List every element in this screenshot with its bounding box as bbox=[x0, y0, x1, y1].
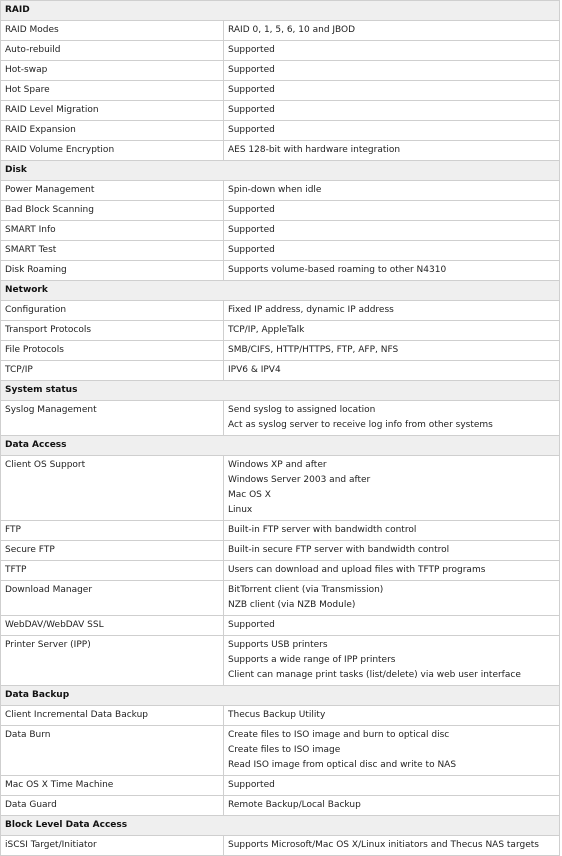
feature-label: iSCSI Target/Initiator bbox=[1, 836, 224, 856]
section-header-row bbox=[1, 686, 560, 706]
feature-value-cell bbox=[224, 581, 560, 616]
feature-value-cell bbox=[224, 616, 560, 636]
feature-label: Client OS Support bbox=[1, 456, 224, 521]
table-row bbox=[1, 616, 560, 636]
feature-value: NZB client (via NZB Module) bbox=[228, 600, 356, 610]
feature-value: AES 128-bit with hardware integration bbox=[228, 145, 401, 155]
feature-value-cell bbox=[224, 81, 560, 101]
table-row bbox=[1, 706, 560, 726]
table-row bbox=[1, 541, 560, 561]
section-title: Block Level Data Access bbox=[1, 816, 560, 836]
table-row bbox=[1, 101, 560, 121]
table-row bbox=[1, 81, 560, 101]
feature-label: RAID Modes bbox=[1, 21, 224, 41]
feature-value: Supported bbox=[228, 225, 275, 235]
feature-label: SMART Test bbox=[1, 241, 224, 261]
table-row bbox=[1, 141, 560, 161]
feature-label: Auto-rebuild bbox=[1, 41, 224, 61]
feature-value-cell bbox=[224, 61, 560, 81]
feature-label: Data Guard bbox=[1, 796, 224, 816]
feature-value-cell bbox=[224, 21, 560, 41]
table-row bbox=[1, 521, 560, 541]
section-title: Data Access bbox=[1, 436, 560, 456]
feature-label: Download Manager bbox=[1, 581, 224, 616]
feature-value: Supports USB printers bbox=[228, 640, 328, 650]
feature-value: Built-in secure FTP server with bandwidth control bbox=[228, 545, 450, 555]
table-row bbox=[1, 121, 560, 141]
feature-value: RAID 0, 1, 5, 6, 10 and JBOD bbox=[228, 25, 356, 35]
spec-table-body bbox=[1, 1, 560, 856]
feature-label: Power Management bbox=[1, 181, 224, 201]
table-row bbox=[1, 776, 560, 796]
feature-value-cell bbox=[224, 636, 560, 686]
feature-value: Mac OS X bbox=[228, 490, 271, 500]
feature-label: Syslog Management bbox=[1, 401, 224, 436]
feature-label: Printer Server (IPP) bbox=[1, 636, 224, 686]
section-header-row bbox=[1, 161, 560, 181]
feature-value-cell bbox=[224, 706, 560, 726]
feature-value: Remote Backup/Local Backup bbox=[228, 800, 361, 810]
feature-label: TFTP bbox=[1, 561, 224, 581]
feature-value-cell bbox=[224, 201, 560, 221]
feature-value-cell bbox=[224, 301, 560, 321]
feature-value: Windows Server 2003 and after bbox=[228, 475, 371, 485]
feature-value-cell bbox=[224, 401, 560, 436]
table-row bbox=[1, 361, 560, 381]
feature-label: Transport Protocols bbox=[1, 321, 224, 341]
section-title: RAID bbox=[1, 1, 560, 21]
table-row bbox=[1, 561, 560, 581]
table-row bbox=[1, 181, 560, 201]
feature-value: Supported bbox=[228, 245, 275, 255]
table-row bbox=[1, 301, 560, 321]
feature-value: Create files to ISO image bbox=[228, 745, 341, 755]
feature-value: Supported bbox=[228, 205, 275, 215]
table-row bbox=[1, 636, 560, 686]
feature-value: Spin-down when idle bbox=[228, 185, 322, 195]
feature-value-cell bbox=[224, 796, 560, 816]
table-row bbox=[1, 41, 560, 61]
feature-label: File Protocols bbox=[1, 341, 224, 361]
feature-value-cell bbox=[224, 221, 560, 241]
table-row bbox=[1, 341, 560, 361]
table-row bbox=[1, 21, 560, 41]
feature-label: Data Burn bbox=[1, 726, 224, 776]
table-row bbox=[1, 201, 560, 221]
feature-value: Supports Microsoft/Mac OS X/Linux initiators and Thecus NAS targets bbox=[228, 840, 539, 850]
feature-label: Hot-swap bbox=[1, 61, 224, 81]
feature-label: Mac OS X Time Machine bbox=[1, 776, 224, 796]
feature-value: Built-in FTP server with bandwidth control bbox=[228, 525, 417, 535]
feature-label: RAID Expansion bbox=[1, 121, 224, 141]
feature-label: Disk Roaming bbox=[1, 261, 224, 281]
feature-value: Read ISO image from optical disc and write to NAS bbox=[228, 760, 457, 770]
feature-label: Bad Block Scanning bbox=[1, 201, 224, 221]
feature-label: SMART Info bbox=[1, 221, 224, 241]
feature-label: Configuration bbox=[1, 301, 224, 321]
feature-value: Client can manage print tasks (list/delete) via web user interface bbox=[228, 670, 521, 680]
feature-value-cell bbox=[224, 321, 560, 341]
section-header-row bbox=[1, 436, 560, 456]
feature-value: Fixed IP address, dynamic IP address bbox=[228, 305, 394, 315]
feature-value: Act as syslog server to receive log info from other systems bbox=[228, 420, 493, 430]
feature-label: FTP bbox=[1, 521, 224, 541]
feature-value-cell bbox=[224, 101, 560, 121]
feature-value: Thecus Backup Utility bbox=[228, 710, 326, 720]
feature-value-cell bbox=[224, 361, 560, 381]
feature-label: Client Incremental Data Backup bbox=[1, 706, 224, 726]
feature-value-cell bbox=[224, 121, 560, 141]
feature-label: WebDAV/WebDAV SSL bbox=[1, 616, 224, 636]
feature-value-cell bbox=[224, 541, 560, 561]
table-row bbox=[1, 261, 560, 281]
feature-value-cell bbox=[224, 561, 560, 581]
feature-value: Linux bbox=[228, 505, 253, 515]
feature-value: Supported bbox=[228, 780, 275, 790]
feature-value-cell bbox=[224, 776, 560, 796]
feature-label: RAID Volume Encryption bbox=[1, 141, 224, 161]
table-row bbox=[1, 796, 560, 816]
feature-value-cell bbox=[224, 341, 560, 361]
table-row bbox=[1, 456, 560, 521]
feature-value-cell bbox=[224, 181, 560, 201]
feature-value: Create files to ISO image and burn to optical disc bbox=[228, 730, 450, 740]
section-title: System status bbox=[1, 381, 560, 401]
section-header-row bbox=[1, 381, 560, 401]
section-title: Data Backup bbox=[1, 686, 560, 706]
feature-value: BitTorrent client (via Transmission) bbox=[228, 585, 384, 595]
feature-value: Send syslog to assigned location bbox=[228, 405, 376, 415]
table-row bbox=[1, 221, 560, 241]
feature-value: Supported bbox=[228, 125, 275, 135]
feature-value: Supported bbox=[228, 620, 275, 630]
feature-value-cell bbox=[224, 141, 560, 161]
feature-label: RAID Level Migration bbox=[1, 101, 224, 121]
feature-value-cell bbox=[224, 456, 560, 521]
feature-value-cell bbox=[224, 726, 560, 776]
feature-value: SMB/CIFS, HTTP/HTTPS, FTP, AFP, NFS bbox=[228, 345, 399, 355]
feature-value: Supported bbox=[228, 85, 275, 95]
feature-value-cell bbox=[224, 241, 560, 261]
feature-label: Hot Spare bbox=[1, 81, 224, 101]
table-row bbox=[1, 836, 560, 856]
feature-value: Supported bbox=[228, 65, 275, 75]
section-header-row bbox=[1, 816, 560, 836]
feature-label: Secure FTP bbox=[1, 541, 224, 561]
feature-value: Supports a wide range of IPP printers bbox=[228, 655, 396, 665]
feature-label: TCP/IP bbox=[1, 361, 224, 381]
table-row bbox=[1, 401, 560, 436]
feature-value: Supported bbox=[228, 105, 275, 115]
section-header-row bbox=[1, 281, 560, 301]
feature-value-cell bbox=[224, 521, 560, 541]
feature-value-cell bbox=[224, 41, 560, 61]
feature-value-cell bbox=[224, 836, 560, 856]
table-row bbox=[1, 321, 560, 341]
table-row bbox=[1, 61, 560, 81]
feature-value: Windows XP and after bbox=[228, 460, 327, 470]
section-title: Disk bbox=[1, 161, 560, 181]
feature-value: Users can download and upload files with TFTP programs bbox=[228, 565, 486, 575]
table-row bbox=[1, 726, 560, 776]
feature-value: Supports volume-based roaming to other N4310 bbox=[228, 265, 447, 275]
section-title: Network bbox=[1, 281, 560, 301]
section-header-row bbox=[1, 1, 560, 21]
table-row bbox=[1, 241, 560, 261]
feature-value: TCP/IP, AppleTalk bbox=[228, 325, 305, 335]
feature-value-cell bbox=[224, 261, 560, 281]
feature-value: Supported bbox=[228, 45, 275, 55]
table-row bbox=[1, 581, 560, 616]
feature-value: IPV6 & IPV4 bbox=[228, 365, 281, 375]
